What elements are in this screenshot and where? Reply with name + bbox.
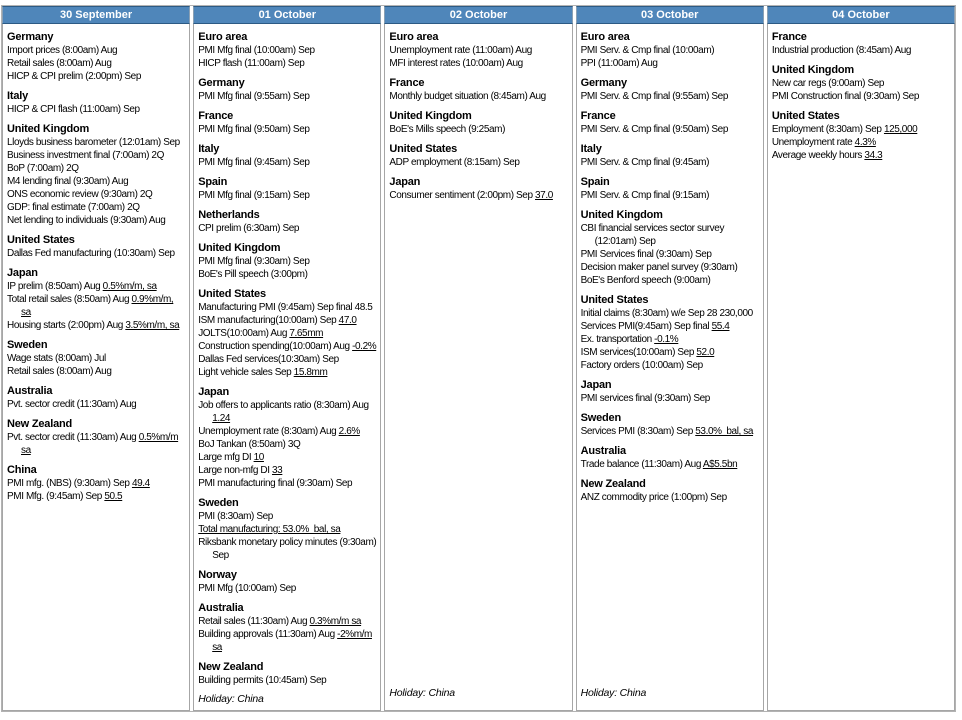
country-heading: Norway [198,569,237,581]
country-section [581,76,759,103]
country-section [198,142,376,169]
country-section [198,601,376,654]
country-section [581,30,759,70]
event-item: PMI Serv. & Cmp final (9:55am) Sep [580,91,728,102]
event-item: Retail sales (8:00am) Aug [7,58,112,69]
event-value: 34.3 [864,150,883,161]
event-value: 53.0% bal, sa [695,426,754,437]
event-item: Monthly budget situation (8:45am) Aug [389,91,546,102]
country-section [198,175,376,202]
country-section [389,76,567,103]
event-item: PMI Mfg (10:00am) Sep [198,583,296,594]
event-item: Net lending to individuals (9:30am) Aug [7,215,166,226]
event-item: Services PMI (8:30am) Sep 53.0% bal, sa [580,426,754,437]
event-item: ISM services(10:00am) Sep 52.0 [580,347,715,358]
country-heading: France [771,31,807,43]
event-item: Lloyds business barometer (12:01am) Sep [7,137,180,148]
country-heading: Sweden [580,412,621,424]
country-heading: Italy [7,90,29,102]
event-item: PMI Mfg final (9:30am) Sep [198,256,310,267]
event-value: 7.65mm [289,328,324,339]
event-item: Job offers to applicants ratio (8:30am) Aug 1.24 [198,400,369,424]
country-section [198,496,376,562]
country-heading: United Kingdom [7,123,90,135]
event-value: Total manufacturing: 53.0% bal, sa [198,524,341,535]
country-heading: Japan [198,386,229,398]
day-column [576,6,764,711]
event-value: 47.0 [338,315,357,326]
event-value: 10 [253,452,264,463]
country-section [7,384,185,411]
event-item: CBI financial services sector survey (12:01am) Sep [580,223,725,247]
event-item: BoP (7:00am) 2Q [7,163,79,174]
event-value: 1.24 [212,413,231,424]
country-heading: France [389,77,425,89]
event-item: Housing starts (2:00pm) Aug 3.5%m/m, sa [7,320,180,331]
country-heading: Australia [580,445,626,457]
day-column-body [767,24,955,711]
country-section [198,208,376,235]
event-item: HICP & CPI flash (11:00am) Sep [7,104,140,115]
date-header: 30 September [2,6,190,24]
event-item: Manufacturing PMI (9:45am) Sep final 48.5 [198,302,373,313]
country-heading: Euro area [389,31,439,43]
event-item: BoE's Benford speech (9:00am) [580,275,711,286]
economic-calendar [2,6,955,711]
country-heading: New Zealand [580,478,646,490]
event-item: Pvt. sector credit (11:30am) Aug 0.5%m/m sa [7,432,179,456]
country-section [7,122,185,227]
country-heading: United Kingdom [198,242,281,254]
event-item: Riksbank monetary policy minutes (9:30am) Sep [198,537,377,561]
event-value: -2%m/m sa [212,629,372,653]
event-item: PMI Construction final (9:30am) Sep [771,91,919,102]
event-item: Unemployment rate (11:00am) Aug [389,45,532,56]
event-item: ONS economic review (9:30am) 2Q [7,189,153,200]
country-heading: Euro area [198,31,248,43]
event-item: PMI Serv. & Cmp final (9:45am) [580,157,710,168]
event-item: Trade balance (11:30am) Aug A$5.5bn [580,459,738,470]
country-section [389,30,567,70]
country-heading: New Zealand [198,661,264,673]
holiday-note: Holiday: China [198,693,264,705]
country-section [581,293,759,372]
event-item: ADP employment (8:15am) Sep [389,157,520,168]
event-item: ANZ commodity price (1:00pm) Sep [580,492,727,503]
day-column [767,6,955,711]
event-item: BoE's Pill speech (3:00pm) [198,269,308,280]
event-item: M4 lending final (9:30am) Aug [7,176,129,187]
event-value: 3.5%m/m, sa [125,320,180,331]
country-section [581,142,759,169]
event-item: JOLTS(10:00am) Aug 7.65mm [198,328,324,339]
country-section [772,30,950,57]
country-heading: United States [389,143,458,155]
date-header: 03 October [576,6,764,24]
country-heading: Germany [7,31,54,43]
country-heading: Australia [7,385,53,397]
event-item: Large non-mfg DI 33 [198,465,283,476]
country-section [7,463,185,503]
country-heading: Italy [580,143,602,155]
event-item: Factory orders (10:00am) Sep [580,360,703,371]
event-item: Retail sales (8:00am) Aug [7,366,112,377]
country-section [7,30,185,83]
date-header: 04 October [767,6,955,24]
event-item: Wage stats (8:00am) Jul [7,353,106,364]
country-section [581,444,759,471]
day-column [193,6,381,711]
country-heading: France [580,110,616,122]
country-heading: Sweden [7,339,48,351]
country-section [389,175,567,202]
country-heading: United States [198,288,266,300]
country-heading: Sweden [198,497,239,509]
event-item: Unemployment rate (8:30am) Aug 2.6% [198,426,360,437]
country-section [198,385,376,490]
country-heading: Japan [580,379,612,391]
event-item: HICP & CPI prelim (2:00pm) Sep [7,71,141,82]
country-section [581,477,759,504]
event-item: IP prelim (8:50am) Aug 0.5%m/m, sa [7,281,157,292]
country-heading: United States [7,234,75,246]
event-item: PMI Mfg final (9:50am) Sep [198,124,310,135]
event-item: Retail sales (11:30am) Aug 0.3%m/m sa [198,616,362,627]
event-value: 52.0 [696,347,715,358]
country-heading: Germany [198,77,245,89]
country-heading: Japan [389,176,421,188]
country-section [7,89,185,116]
day-column-body [384,24,572,711]
event-value: 33 [272,465,283,476]
event-value: 0.3%m/m sa [309,616,362,627]
event-item: BoJ Tankan (8:50am) 3Q [198,439,301,450]
event-item: MFI interest rates (10:00am) Aug [389,58,523,69]
country-section [772,63,950,103]
event-item: Consumer sentiment (2:00pm) Sep 37.0 [389,190,553,201]
event-item: Dallas Fed services(10:30am) Sep [198,354,339,365]
country-heading: Germany [580,77,627,89]
event-item: PMI Services final (9:30am) Sep [580,249,712,260]
event-value: 0.5%m/m sa [21,432,179,456]
country-section [7,417,185,457]
event-item: PMI Serv. & Cmp final (10:00am) [580,45,715,56]
holiday-note: Holiday: China [580,687,647,699]
event-item: Light vehicle sales Sep 15.8mm [198,367,328,378]
country-section [581,109,759,136]
country-section [198,660,376,687]
country-section [198,76,376,103]
event-value: -0.2% [352,341,377,352]
day-column-body [576,24,764,711]
date-header: 02 October [384,6,572,24]
event-item: New car regs (9:00am) Sep [771,78,885,89]
date-header: 01 October [193,6,381,24]
event-item: PPI (11:00am) Aug [580,58,658,69]
event-item: Average weekly hours 34.3 [771,150,883,161]
event-item: Building permits (10:45am) Sep [198,675,327,686]
event-item: PMI Serv. & Cmp final (9:15am) [580,190,710,201]
day-column-body [193,24,381,711]
country-section [7,233,185,260]
country-heading: Spain [198,176,228,188]
event-value: 55.4 [711,321,730,332]
event-item: GDP: final estimate (7:00am) 2Q [7,202,140,213]
event-item: HICP flash (11:00am) Sep [198,58,305,69]
day-column [2,6,190,711]
event-item: PMI Mfg final (9:55am) Sep [198,91,310,102]
event-item: Dallas Fed manufacturing (10:30am) Sep [7,248,175,259]
country-heading: Netherlands [198,209,260,221]
event-value: A$5.5bn [702,459,738,470]
event-item: Decision maker panel survey (9:30am) [580,262,738,273]
event-value: -0.1% [654,334,679,345]
country-heading: Euro area [580,31,630,43]
country-section [389,142,567,169]
event-item: PMI Mfg. (9:45am) Sep 50.5 [7,491,123,502]
country-heading: United Kingdom [771,64,854,76]
country-heading: Japan [7,267,38,279]
country-section [581,175,759,202]
event-item: PMI Serv. & Cmp final (9:50am) Sep [580,124,728,135]
country-heading: United Kingdom [580,209,663,221]
event-item: Business investment final (7:00am) 2Q [7,150,164,161]
event-item: Industrial production (8:45am) Aug [771,45,912,56]
event-value: 50.5 [104,491,123,502]
event-item: ISM manufacturing(10:00am) Sep 47.0 [198,315,357,326]
country-heading: United States [771,110,840,122]
event-item: PMI services final (9:30am) Sep [580,393,710,404]
event-item [198,523,376,536]
event-item: PMI mfg. (NBS) (9:30am) Sep 49.4 [7,478,150,489]
country-section [198,287,376,379]
event-value: 2.6% [338,426,360,437]
event-value: 49.4 [131,478,150,489]
country-heading: France [198,110,234,122]
event-item: PMI Mfg final (9:15am) Sep [198,190,310,201]
country-heading: Italy [198,143,220,155]
event-item: BoE's Mills speech (9:25am) [389,124,506,135]
event-item: Building approvals (11:30am) Aug -2%m/m sa [198,629,372,653]
event-item: Import prices (8:00am) Aug [7,45,118,56]
country-heading: New Zealand [7,418,73,430]
event-item: Services PMI(9:45am) Sep final 55.4 [580,321,730,332]
country-section [198,241,376,281]
event-item: Large mfg DI 10 [198,452,264,463]
event-item: PMI manufacturing final (9:30am) Sep [198,478,353,489]
country-heading: China [7,464,37,476]
country-section [389,109,567,136]
event-value: 125,000 [883,124,918,135]
event-item: Employment (8:30am) Sep 125,000 [771,124,918,135]
event-item: Construction spending(10:00am) Aug -0.2% [198,341,377,352]
event-value: 15.8mm [293,367,328,378]
event-item: Ex. transportation -0.1% [580,334,679,345]
country-section [198,30,376,70]
event-item: PMI Mfg final (10:00am) Sep [198,45,315,56]
country-heading: Spain [580,176,610,188]
event-item: PMI Mfg final (9:45am) Sep [198,157,310,168]
event-value: 0.9%m/m, sa [21,294,174,318]
country-heading: United States [580,294,649,306]
event-item: Unemployment rate 4.3% [771,137,876,148]
day-column [384,6,572,711]
country-heading: Australia [198,602,244,614]
country-section [581,208,759,287]
country-section [772,109,950,162]
event-value: 0.5%m/m, sa [102,281,157,292]
country-section [198,109,376,136]
event-value: 37.0 [535,190,553,201]
event-value: 4.3% [854,137,876,148]
country-section [581,378,759,405]
event-item: Total retail sales (8:50am) Aug 0.9%m/m, sa [7,294,174,318]
event-item: CPI prelim (6:30am) Sep [198,223,300,234]
day-column-body [2,24,190,711]
country-section [7,338,185,378]
country-heading: United Kingdom [389,110,472,122]
country-section [7,266,185,332]
event-item: Pvt. sector credit (11:30am) Aug [7,399,137,410]
country-section [581,411,759,438]
holiday-note: Holiday: China [389,687,455,699]
event-item: Initial claims (8:30am) w/e Sep 28 230,000 [580,308,753,319]
country-section [198,568,376,595]
event-item: PMI (8:30am) Sep [198,511,273,522]
